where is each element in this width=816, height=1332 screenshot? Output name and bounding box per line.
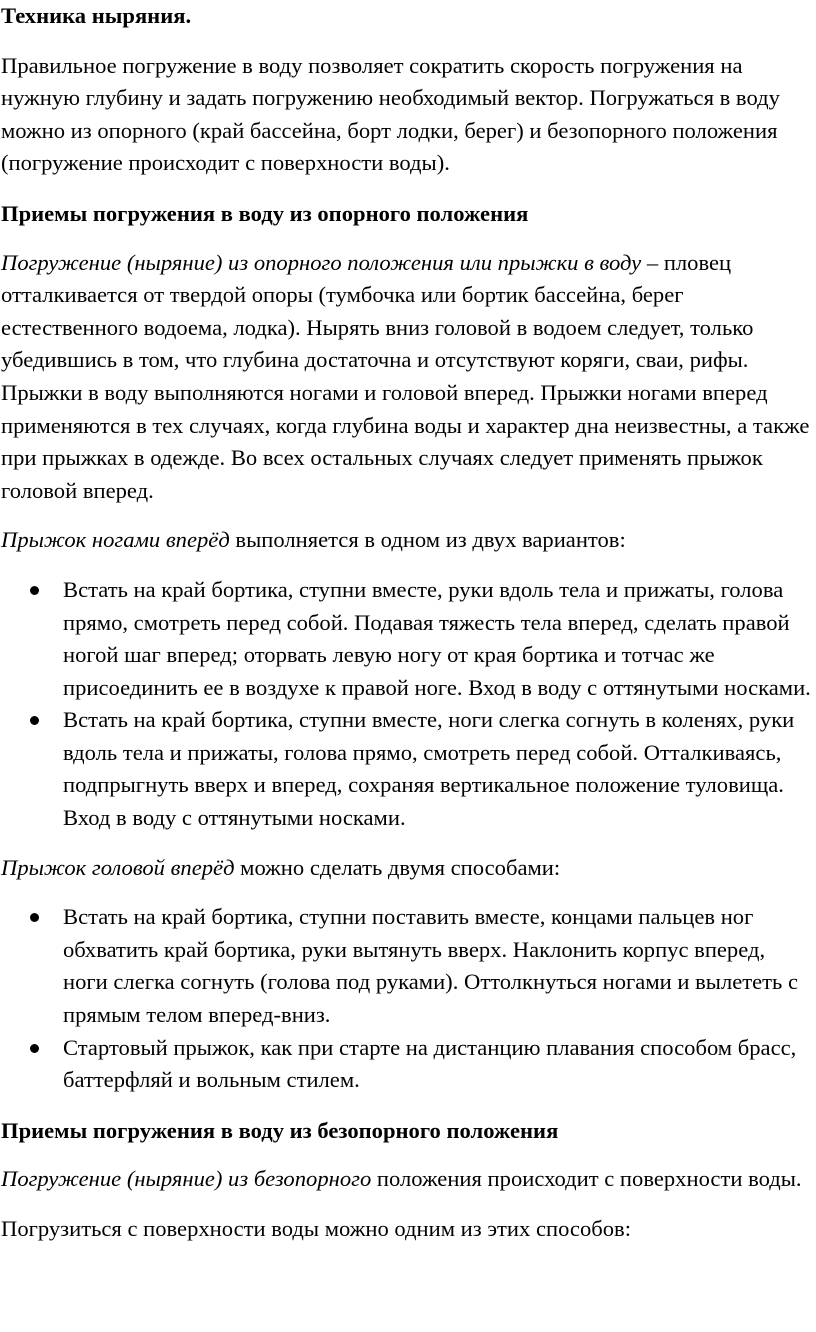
bullet-icon bbox=[30, 1044, 39, 1053]
supported-dive-text: – пловец отталкивается от твердой опоры (тумбочка или бортик бассейна, берег естественного водоема, лодка). Нырять вниз головой в водоем следует, только убедившись в том, что глубина достаточна и отсутствуют коряги, сваи, рифы. Прыжки в воду выполняются ногами и головой вперед. Прыжки ногами вперед применяются в тех случаях, когда глубина воды и характер дна неизвестны, а также при прыжках в одежде. Во всех остальных случаях следует применять прыжок головой вперед. bbox=[1, 249, 810, 503]
feet-jump-term: Прыжок ногами вперёд bbox=[1, 527, 230, 553]
list-item-text: Встать на край бортика, ступни вместе, руки вдоль тела и прижаты, голова прямо, смотреть перед собой. Подавая тяжесть тела вперед, сделать правой ногой шаг вперед; оторвать левую ногу от края бортика и тотчас же присоединить ее в воздухе к правой ноге. Вход в воду с оттянутыми носками. bbox=[63, 576, 811, 700]
list-item-text: Встать на край бортика, ступни поставить вместе, концами пальцев ног обхватить край бортика, руки вытянуть вверх. Наклонить корпус вперед, ноги слегка согнуть (голова под руками). Оттолкнуться ногами и вылететь с прямым телом вперед-вниз. bbox=[63, 904, 799, 1028]
surface-dive-intro: Погрузиться с поверхности воды можно одним из этих способов: bbox=[1, 1216, 631, 1241]
section-heading-unsupported: Приемы погружения в воду из безопорного положения bbox=[1, 1117, 559, 1143]
list-item bbox=[1, 1032, 812, 1097]
unsupported-dive-term: Погружение (ныряние) из безопорного bbox=[1, 1166, 372, 1192]
intro-paragraph: Правильное погружение в воду позволяет сократить скорость погружения на нужную глубину и задать погружению необходимый вектор. Погружаться в воду можно из опорного (край бассейна, борт лодки, берег) и безопорного положения (погружение происходит с поверхности воды). bbox=[1, 52, 780, 176]
section-heading-supported: Приемы погружения в воду из опорного положения bbox=[1, 200, 529, 226]
unsupported-dive-text: положения происходит с поверхности воды. bbox=[371, 1166, 802, 1192]
bullet-icon bbox=[30, 586, 39, 595]
head-jump-list bbox=[1, 901, 812, 1097]
list-item-text: Встать на край бортика, ступни вместе, ноги слегка согнуть в коленях, руки вдоль тела и прижаты, голова прямо, смотреть перед собой. Отталкиваясь, подпрыгнуть вверх и вперед, сохраняя вертикальное положение туловища. Вход в воду с оттянутыми носками. bbox=[63, 707, 795, 831]
list-item bbox=[1, 704, 812, 834]
supported-dive-term: Погружение (ныряние) из опорного положения или прыжки в воду bbox=[1, 249, 642, 275]
list-item bbox=[1, 901, 812, 1031]
head-jump-intro bbox=[1, 852, 812, 885]
feet-jump-intro-text: выполняется в одном из двух вариантов: bbox=[229, 527, 626, 553]
document-title: Техника ныряния. bbox=[1, 3, 192, 28]
feet-jump-intro bbox=[1, 524, 812, 557]
bullet-icon bbox=[30, 716, 39, 725]
supported-dive-paragraph bbox=[1, 247, 812, 508]
bullet-icon bbox=[30, 913, 39, 922]
list-item-text: Стартовый прыжок, как при старте на дистанцию плавания способом брасс, баттерфляй и вольным стилем. bbox=[63, 1034, 797, 1093]
head-jump-intro-text: можно сделать двумя способами: bbox=[234, 854, 561, 880]
list-item bbox=[1, 574, 812, 704]
feet-jump-list bbox=[1, 574, 812, 835]
unsupported-dive-paragraph bbox=[1, 1163, 812, 1196]
head-jump-term: Прыжок головой вперёд bbox=[1, 854, 235, 880]
